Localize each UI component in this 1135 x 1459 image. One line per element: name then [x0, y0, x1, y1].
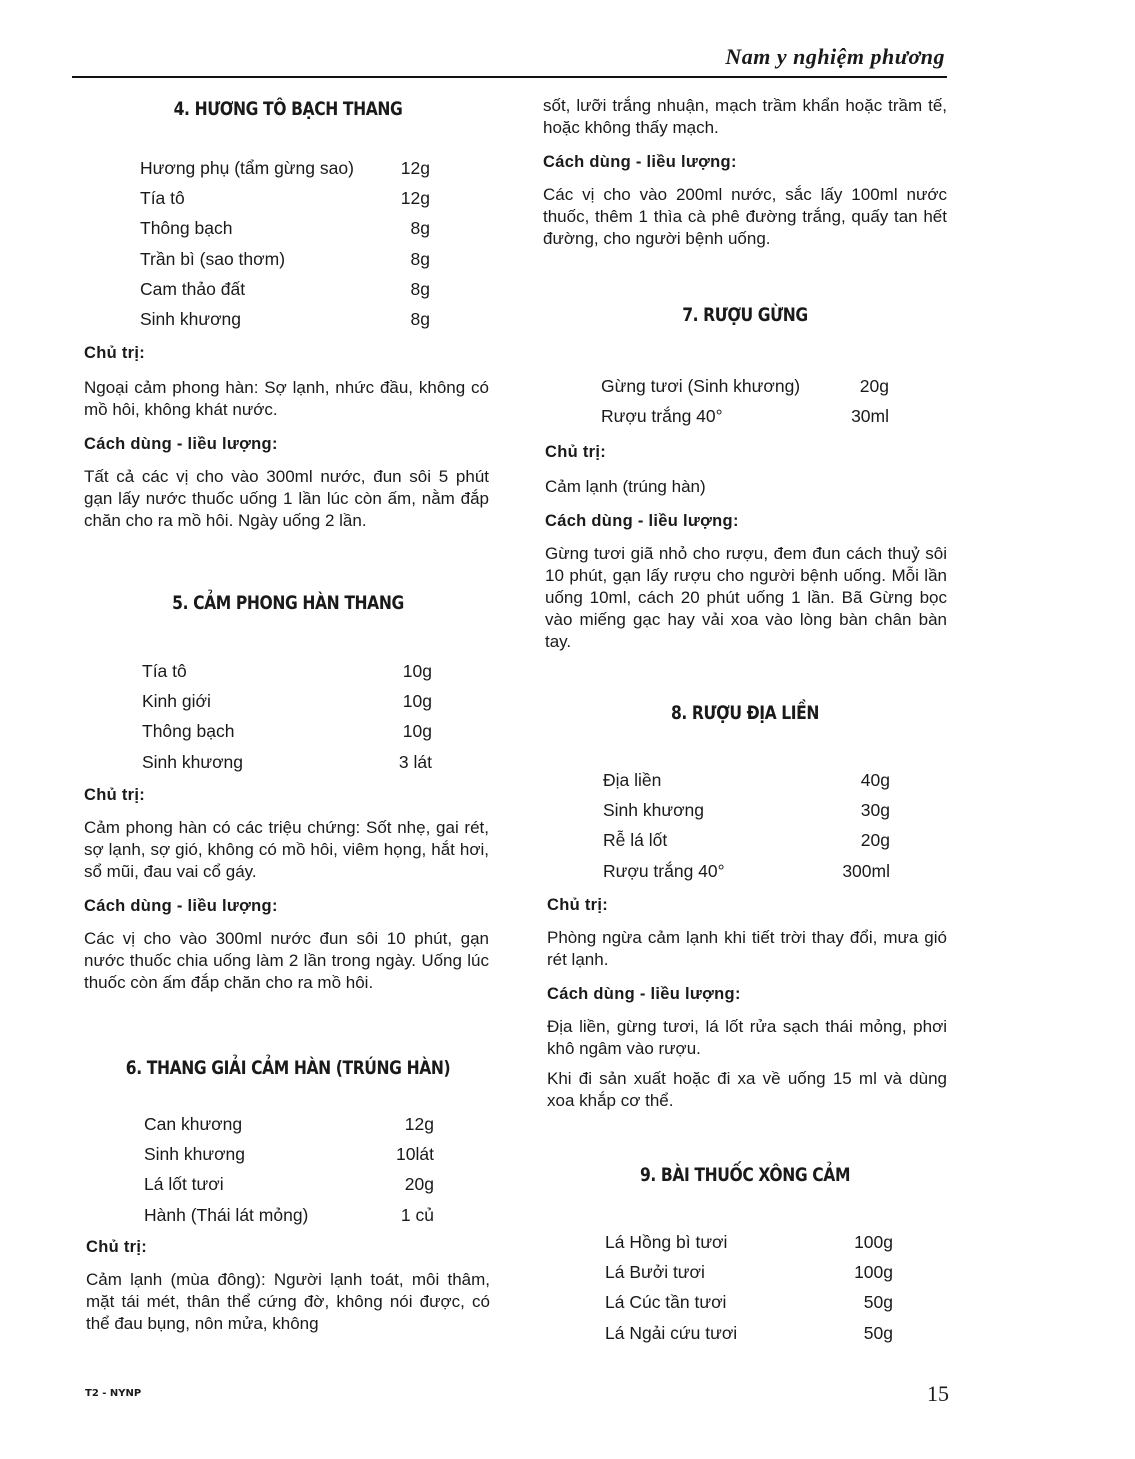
- recipe-title: 9. BÀI THUỐC XÔNG CẢM: [639, 1164, 851, 1186]
- ingredient-name: Sinh khương: [603, 799, 705, 820]
- ingredient-table: [603, 765, 890, 886]
- recipe-8-text: [547, 896, 947, 1112]
- recipe-7-text: [545, 443, 947, 653]
- ingredient-row: [605, 1227, 893, 1257]
- indication-text: Cảm phong hàn có các triệu chứng: Sốt nhẹ, gai rét, sợ lạnh, sợ gió, không có mồ hôi, viêm họng, hắt hơi, sổ mũi, đau vai cổ gáy.: [84, 818, 489, 881]
- ingredient-name: Rượu trắng 40°: [603, 860, 725, 881]
- indication-label: Chủ trị:: [545, 443, 607, 461]
- ingredient-amount: 8g: [410, 218, 430, 239]
- ingredient-amount: 100g: [854, 1231, 893, 1252]
- ingredient-row: [144, 1109, 434, 1139]
- ingredient-row: [605, 1318, 893, 1348]
- recipe-6: [83, 1057, 493, 1079]
- ingredient-name: Cam thảo đất: [140, 278, 246, 299]
- recipe-4: [83, 98, 493, 120]
- ingredient-row: [140, 214, 430, 244]
- ingredient-name: Lá Bưởi tươi: [605, 1261, 705, 1282]
- ingredient-name: Lá lốt tươi: [144, 1174, 224, 1195]
- ingredient-row: [140, 183, 430, 213]
- ingredient-amount: 100g: [854, 1261, 893, 1282]
- ingredient-row: [601, 401, 889, 431]
- ingredient-amount: 20g: [860, 830, 890, 851]
- ingredient-amount: 1 củ: [400, 1204, 434, 1225]
- indication-label: Chủ trị:: [547, 896, 609, 914]
- usage-label: Cách dùng - liều lượng:: [545, 512, 739, 530]
- ingredient-amount: 10lát: [396, 1143, 434, 1164]
- ingredient-row: [140, 304, 430, 334]
- usage-label: Cách dùng - liều lượng:: [84, 435, 278, 453]
- ingredient-amount: 30g: [860, 799, 890, 820]
- ingredient-row: [144, 1139, 434, 1169]
- header-rule: [72, 76, 947, 78]
- ingredient-name: Gừng tươi (Sinh khương): [601, 375, 801, 396]
- ingredient-row: [140, 274, 430, 304]
- ingredient-name: Can khương: [144, 1113, 243, 1134]
- ingredient-name: Thông bạch: [140, 218, 233, 239]
- ingredient-name: Địa liền: [603, 769, 662, 790]
- ingredient-name: Sinh khương: [144, 1143, 246, 1164]
- indication-text: Ngoại cảm phong hàn: Sợ lạnh, nhức đầu, không có mồ hôi, không khát nước.: [84, 378, 489, 419]
- ingredient-name: Sinh khương: [140, 309, 242, 330]
- ingredient-name: Kinh giới: [142, 690, 211, 711]
- ingredient-name: Rượu trắng 40°: [601, 405, 723, 426]
- usage-text: Tất cả các vị cho vào 300ml nước, đun sôi 5 phút gạn lấy nước thuốc uống 1 lần lúc còn ấm, nằm đắp chăn cho ra mồ hôi. Ngày uống 2 lần.: [84, 467, 489, 530]
- ingredient-name: Hành (Thái lát mỏng): [144, 1204, 309, 1225]
- ingredient-row: [603, 856, 890, 886]
- ingredient-amount: 8g: [410, 248, 430, 269]
- usage-label: Cách dùng - liều lượng:: [547, 985, 741, 1003]
- ingredient-name: Lá Cúc tần tươi: [605, 1292, 727, 1313]
- indication-label: Chủ trị:: [84, 786, 146, 804]
- ingredient-amount: 10g: [402, 690, 432, 711]
- ingredient-row: [601, 371, 889, 401]
- ingredient-amount: 30ml: [851, 405, 889, 426]
- ingredient-amount: 10g: [402, 660, 432, 681]
- ingredient-row: [605, 1288, 893, 1318]
- ingredient-row: [142, 656, 432, 686]
- indication-label: Chủ trị:: [86, 1238, 148, 1256]
- ingredient-amount: 300ml: [842, 860, 890, 881]
- ingredient-row: [603, 765, 890, 795]
- recipe-title: 5. CẢM PHONG HÀN THANG: [172, 592, 404, 614]
- ingredient-name: Thông bạch: [142, 721, 235, 742]
- recipe-5-text: [84, 786, 489, 994]
- usage-text: Gừng tươi giã nhỏ cho rượu, đem đun cách thuỷ sôi 10 phút, gạn lấy rượu cho người bệnh uống. Mỗi lần uống 10ml, cách 20 phút uống 1 lần. Bã Gừng bọc vào miếng gạc hay vải xoa vào lòng bàn chân bàn tay.: [545, 544, 947, 651]
- ingredient-row: [144, 1200, 434, 1230]
- indication-label: Chủ trị:: [84, 344, 146, 362]
- ingredient-table: [605, 1227, 893, 1348]
- ingredient-row: [144, 1170, 434, 1200]
- ingredient-amount: 10g: [402, 721, 432, 742]
- usage-label: Cách dùng - liều lượng:: [543, 153, 737, 171]
- ingredient-table: [140, 153, 430, 335]
- ingredient-name: Tía tô: [142, 660, 187, 681]
- recipe-4-text: [84, 344, 489, 532]
- usage-text-2: Khi đi sản xuất hoặc đi xa về uống 15 ml và dùng xoa khắp cơ thể.: [547, 1069, 947, 1110]
- ingredient-row: [142, 686, 432, 716]
- ingredient-name: Rễ lá lốt: [603, 830, 668, 851]
- indication-continued: sốt, lưỡi trắng nhuận, mạch trầm khẩn hoặc trầm tế, hoặc không thấy mạch.: [543, 96, 947, 137]
- usage-text: Địa liền, gừng tươi, lá lốt rửa sạch thái mỏng, phơi khô ngâm vào rượu.: [547, 1017, 947, 1058]
- ingredient-amount: 50g: [863, 1292, 893, 1313]
- ingredient-name: Trần bì (sao thơm): [140, 248, 286, 269]
- footer-code: T2 - NYNP: [85, 1388, 142, 1399]
- ingredient-amount: 20g: [859, 375, 889, 396]
- ingredient-amount: 12g: [400, 157, 430, 178]
- ingredient-row: [142, 747, 432, 777]
- ingredient-table: [144, 1109, 434, 1230]
- ingredient-name: Tía tô: [140, 187, 185, 208]
- indication-text: Cảm lạnh (trúng hàn): [545, 477, 706, 496]
- ingredient-amount: 20g: [404, 1174, 434, 1195]
- ingredient-name: Lá Ngải cứu tươi: [605, 1322, 738, 1343]
- usage-label: Cách dùng - liều lượng:: [84, 897, 278, 915]
- ingredient-row: [605, 1257, 893, 1287]
- recipe-8: [543, 702, 947, 724]
- ingredient-row: [140, 244, 430, 274]
- ingredient-row: [140, 153, 430, 183]
- ingredient-amount: 50g: [863, 1322, 893, 1343]
- ingredient-name: Sinh khương: [142, 751, 244, 772]
- ingredient-name: Hương phụ (tẩm gừng sao): [140, 157, 354, 178]
- ingredient-amount: 8g: [410, 309, 430, 330]
- page-number: 15: [927, 1381, 949, 1406]
- ingredient-amount: 3 lát: [398, 751, 432, 772]
- ingredient-table: [601, 371, 889, 432]
- recipe-5: [83, 592, 493, 614]
- recipe-title: 8. RƯỢU ĐỊA LIỀN: [670, 702, 820, 724]
- recipe-7: [543, 304, 947, 326]
- recipe-9: [543, 1164, 947, 1186]
- indication-text: Cảm lạnh (mùa đông): Người lạnh toát, môi thâm, mặt tái mét, thân thể cứng đờ, không nói được, có thể đau bụng, nôn mửa, không: [86, 1270, 490, 1333]
- ingredient-amount: 12g: [400, 187, 430, 208]
- recipe-title: 7. RƯỢU GỪNG: [682, 304, 808, 326]
- usage-text: Các vị cho vào 300ml nước đun sôi 10 phút, gạn nước thuốc chia uống làm 2 lần trong ngày. Uống lúc thuốc còn ấm đắp chăn cho ra mồ hôi.: [84, 929, 489, 992]
- ingredient-name: Lá Hồng bì tươi: [605, 1231, 728, 1252]
- ingredient-row: [603, 795, 890, 825]
- recipe-title: 4. HƯƠNG TÔ BẠCH THANG: [173, 98, 403, 120]
- ingredient-amount: 40g: [860, 769, 890, 790]
- recipe-6-continued: [543, 95, 947, 250]
- usage-text: Các vị cho vào 200ml nước, sắc lấy 100ml nước thuốc, thêm 1 thìa cà phê đường trắng, quấy tan hết đường, cho người bệnh uống.: [543, 185, 947, 248]
- recipe-title: 6. THANG GIẢI CẢM HÀN (TRÚNG HÀN): [125, 1057, 451, 1079]
- indication-text: Phòng ngừa cảm lạnh khi tiết trời thay đổi, mưa gió rét lạnh.: [547, 928, 947, 969]
- ingredient-row: [603, 826, 890, 856]
- running-head: Nam y nghiệm phương: [725, 44, 945, 69]
- ingredient-table: [142, 656, 432, 777]
- ingredient-row: [142, 717, 432, 747]
- recipe-6-text: [86, 1238, 490, 1335]
- ingredient-amount: 8g: [410, 278, 430, 299]
- ingredient-amount: 12g: [404, 1113, 434, 1134]
